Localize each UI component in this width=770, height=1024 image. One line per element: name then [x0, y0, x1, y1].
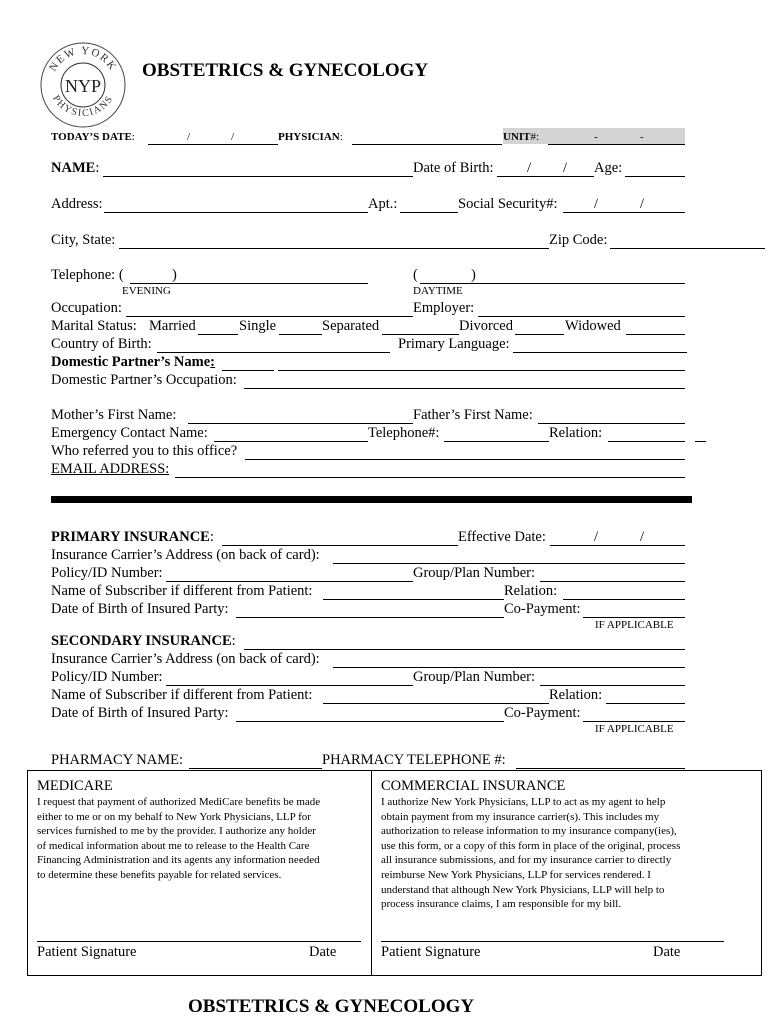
apt-field[interactable] — [400, 212, 458, 213]
unit-dash: - — [594, 131, 598, 143]
paren: ) — [172, 267, 177, 283]
todays-date-field[interactable] — [148, 144, 278, 145]
slash: / — [594, 196, 599, 212]
separated-option: Separated — [322, 318, 380, 334]
secondary-subscriber-field[interactable] — [323, 703, 549, 704]
city-state-label: City, State: — [51, 232, 116, 248]
emergency-relation-field[interactable] — [608, 441, 685, 442]
mother-field[interactable] — [188, 423, 413, 424]
emergency-tel-field[interactable] — [444, 441, 549, 442]
address-label: Address: — [51, 196, 103, 212]
secondary-insurance-label: SECONDARY INSURANCE: — [51, 633, 236, 649]
dob-label: Date of Birth: — [413, 160, 494, 176]
name-label: NAME: — [51, 160, 100, 176]
medicare-date-label: Date — [309, 944, 337, 960]
partner-name-field-2[interactable] — [278, 370, 685, 371]
divorced-field[interactable] — [515, 334, 564, 335]
daytime-phone-field[interactable] — [420, 283, 685, 284]
employer-label: Employer: — [413, 300, 475, 316]
primary-policy-field[interactable] — [166, 581, 413, 582]
unit-field[interactable] — [548, 144, 685, 145]
medicare-title: MEDICARE — [37, 778, 113, 794]
divorced-option: Divorced — [459, 318, 513, 334]
if-applicable-note: IF APPLICABLE — [595, 619, 674, 631]
pharmacy-tel-field[interactable] — [516, 768, 685, 769]
married-option: Married — [149, 318, 196, 334]
date-slash: / — [231, 131, 235, 143]
unit-label: UNIT#: — [503, 131, 540, 143]
commercial-signature-label: Patient Signature — [381, 944, 481, 960]
partner-occupation-label: Domestic Partner’s Occupation: — [51, 372, 237, 388]
primary-group-field[interactable] — [540, 581, 685, 582]
referred-field[interactable] — [245, 459, 685, 460]
authorization-divider — [371, 770, 372, 976]
primary-carrier-address-label: Insurance Carrier’s Address (on back of card): — [51, 547, 320, 563]
occupation-label: Occupation: — [51, 300, 122, 316]
secondary-group-field[interactable] — [540, 685, 685, 686]
slash: / — [594, 529, 599, 545]
paren: ( — [413, 267, 418, 283]
secondary-copay-label: Co-Payment: — [504, 705, 581, 721]
address-field[interactable] — [104, 212, 368, 213]
employer-field[interactable] — [478, 316, 685, 317]
pharmacy-name-label: PHARMACY NAME: — [51, 752, 183, 768]
secondary-carrier-address-label: Insurance Carrier’s Address (on back of card): — [51, 651, 320, 667]
logo-monogram: NYP — [64, 76, 102, 96]
secondary-copay-field[interactable] — [583, 721, 685, 722]
secondary-relation-label: Relation: — [549, 687, 603, 703]
secondary-subscriber-label: Name of Subscriber if different from Patient: — [51, 687, 313, 703]
extra-blank — [695, 441, 706, 442]
date-slash: / — [187, 131, 191, 143]
email-label: EMAIL ADDRESS: — [51, 461, 170, 477]
slash: / — [527, 160, 532, 176]
single-field[interactable] — [279, 334, 322, 335]
city-state-field[interactable] — [119, 248, 549, 249]
primary-insurance-field[interactable] — [222, 545, 458, 546]
medicare-signature-label: Patient Signature — [37, 944, 137, 960]
svg-text:NEW YORK — [47, 45, 119, 74]
single-option: Single — [239, 318, 277, 334]
zip-field[interactable] — [610, 248, 765, 249]
primary-relation-label: Relation: — [504, 583, 558, 599]
name-field[interactable] — [103, 176, 413, 177]
slash: / — [563, 160, 568, 176]
commercial-text: I authorize New York Physicians, LLP to act as my agent to help obtain payment from my insurance carrier(s). This includes my authorization to release information to my insurance company(ies), use this form, or a copy of this form in place of the original, process all insurance submissions, and for my insurance carrier to directly reimburse New York Physicians, LLP for services rendered. I understand that although New York Physicians, LLP will help to process insurance claims, I am responsible for my bill. — [381, 796, 681, 911]
slash: / — [640, 196, 645, 212]
physician-label: PHYSICIAN: — [278, 131, 343, 143]
primary-dob-insured-label: Date of Birth of Insured Party: — [51, 601, 229, 617]
daytime-label: DAYTIME — [413, 285, 463, 297]
father-label: Father’s First Name: — [413, 407, 533, 423]
svg-text:PHYSICIANS — [50, 93, 116, 119]
emergency-tel-label: Telephone#: — [368, 425, 440, 441]
ssn-label: Social Security#: — [458, 196, 558, 212]
evening-phone-field[interactable] — [130, 283, 368, 284]
section-divider — [51, 496, 692, 503]
emergency-label: Emergency Contact Name: — [51, 425, 208, 441]
footer-title: OBSTETRICS & GYNECOLOGY — [188, 996, 475, 1017]
language-field[interactable] — [513, 352, 687, 353]
father-field[interactable] — [538, 423, 685, 424]
effective-date-field[interactable] — [550, 545, 685, 546]
evening-label: EVENING — [122, 285, 171, 297]
ssn-field[interactable] — [563, 212, 685, 213]
page-title: OBSTETRICS & GYNECOLOGY — [142, 60, 429, 81]
primary-dob-insured-field[interactable] — [236, 617, 504, 618]
occupation-field[interactable] — [126, 316, 413, 317]
primary-group-label: Group/Plan Number: — [413, 565, 536, 581]
pharmacy-name-field[interactable] — [189, 768, 322, 769]
referred-label: Who referred you to this office? — [51, 443, 238, 459]
partner-name-field[interactable] — [222, 370, 274, 371]
widowed-option: Widowed — [565, 318, 621, 334]
physician-field[interactable] — [352, 144, 502, 145]
telephone-label: Telephone: ( — [51, 267, 124, 283]
secondary-insurance-field[interactable] — [244, 649, 685, 650]
secondary-policy-label: Policy/ID Number: — [51, 669, 163, 685]
dob-field[interactable] — [497, 176, 594, 177]
commercial-title: COMMERCIAL INSURANCE — [381, 778, 566, 794]
zip-label: Zip Code: — [549, 232, 608, 248]
apt-label: Apt.: — [368, 196, 398, 212]
logo-text-top: NEW YORK — [47, 44, 119, 74]
effective-date-label: Effective Date: — [458, 529, 546, 545]
age-label: Age: — [594, 160, 623, 176]
primary-carrier-address-field[interactable] — [333, 563, 685, 564]
country-label: Country of Birth: — [51, 336, 152, 352]
marital-label: Marital Status: — [51, 318, 137, 334]
medicare-signature-line[interactable] — [37, 941, 361, 942]
commercial-signature-line[interactable] — [381, 941, 724, 942]
country-field[interactable] — [157, 352, 390, 353]
primary-relation-field[interactable] — [563, 599, 685, 600]
mother-label: Mother’s First Name: — [51, 407, 177, 423]
slash: / — [640, 529, 645, 545]
primary-subscriber-label: Name of Subscriber if different from Patient: — [51, 583, 313, 599]
primary-copay-label: Co-Payment: — [504, 601, 581, 617]
secondary-dob-insured-field[interactable] — [236, 721, 504, 722]
widowed-field[interactable] — [626, 334, 685, 335]
primary-subscriber-field[interactable] — [323, 599, 504, 600]
partner-occupation-field[interactable] — [244, 388, 685, 389]
primary-copay-field[interactable] — [583, 617, 685, 618]
separated-field[interactable] — [382, 334, 459, 335]
nyp-logo — [40, 42, 126, 128]
secondary-carrier-address-field[interactable] — [333, 667, 685, 668]
age-field[interactable] — [625, 176, 685, 177]
todays-date-label: TODAY’S DATE: — [51, 131, 135, 143]
medicare-text: I request that payment of authorized MediCare benefits be made either to me or on my behalf to New York Physicians, LLP for services furnished to me by the provider. I authorize any holder of medical information about me to release to the Health Care Financing Administration and its agents any information needed to determine these benefits payable for related services. — [37, 796, 321, 881]
emergency-relation-label: Relation: — [549, 425, 603, 441]
secondary-dob-insured-label: Date of Birth of Insured Party: — [51, 705, 229, 721]
partner-name-label: Domestic Partner’s Name: — [51, 354, 216, 370]
emergency-field[interactable] — [214, 441, 368, 442]
logo-text-bottom: PHYSICIANS — [50, 93, 116, 120]
language-label: Primary Language: — [398, 336, 510, 352]
pharmacy-tel-label: PHARMACY TELEPHONE #: — [322, 752, 506, 768]
secondary-relation-field[interactable] — [606, 703, 685, 704]
married-field[interactable] — [198, 334, 238, 335]
secondary-policy-field[interactable] — [166, 685, 413, 686]
commercial-date-label: Date — [653, 944, 681, 960]
email-field[interactable] — [175, 477, 685, 478]
if-applicable-note: IF APPLICABLE — [595, 723, 674, 735]
secondary-group-label: Group/Plan Number: — [413, 669, 536, 685]
paren: ) — [471, 267, 476, 283]
unit-dash: - — [640, 131, 644, 143]
primary-policy-label: Policy/ID Number: — [51, 565, 163, 581]
primary-insurance-label: PRIMARY INSURANCE: — [51, 529, 214, 545]
